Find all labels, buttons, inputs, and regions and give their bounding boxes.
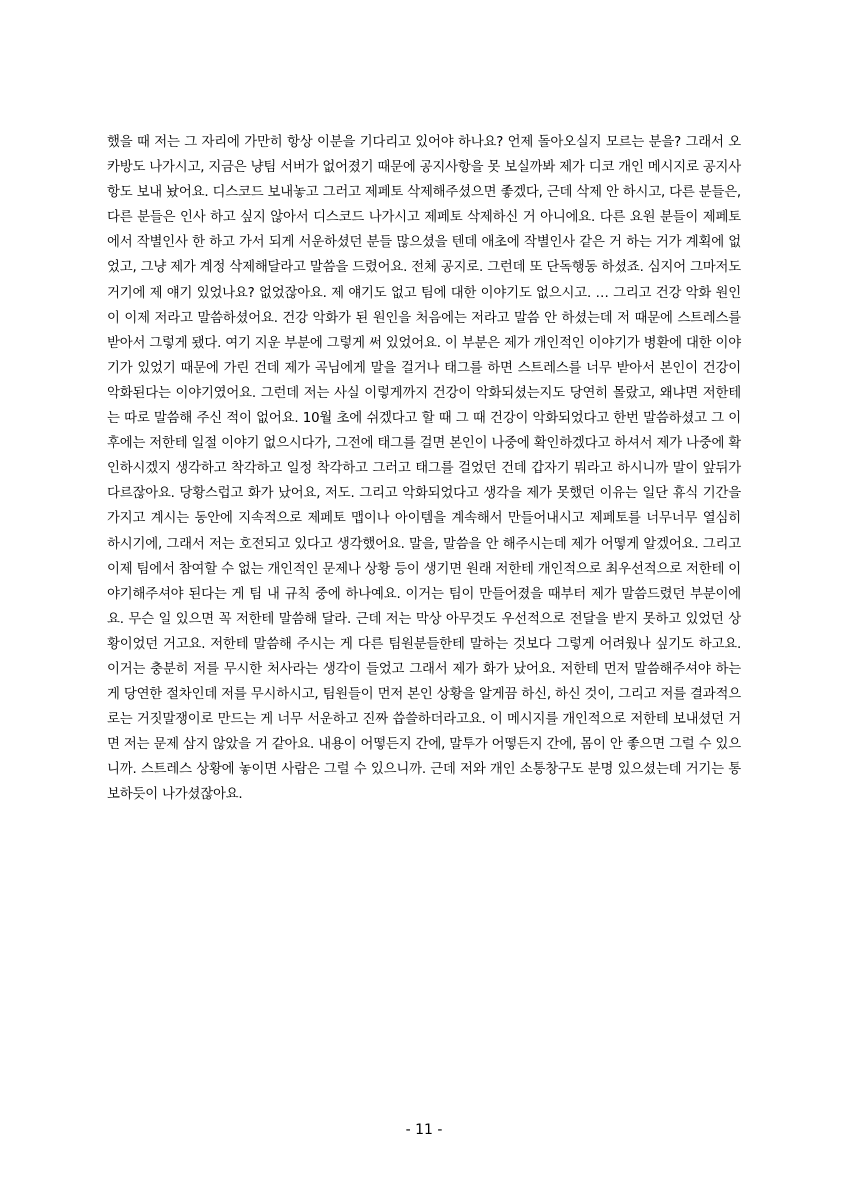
page-number: - 11 -	[405, 1122, 443, 1138]
body-paragraph: 했을 때 저는 그 자리에 가만히 항상 이분을 기다리고 있어야 하나요? 언제 돌아오실지 모르는 분을? 그래서 오카방도 나가시고, 지금은 냥팀 서버가 없어졌기 때문에 공지사항을 못 보실까봐 제가 디코 개인 메시지로 공지사항도 보내 놨어요. 디스코드 보내놓고 그러고 제페토 삭제해주셨으면 좋겠다, 근데 삭제 안 하시고, 다른 분들은, 다른 분들은 인사 하고 싶지 않아서 디스코드 나가시고 제페토 삭제하신 거 아니에요. 다른 요원 분들이 제페토에서 작별인사 한 하고 가서 되게 서운하셨던 분들 많으셨을 텐데 애초에 작별인사 같은 거 하는 거가 계획에 없었고, 그냥 제가 계정 삭제해달라고 말씀을 드렸어요. 전체 공지로. 그런데 또 단독행동 하셨죠. 심지어 그마저도 거기에 제 얘기 있었나요? 없었잖아요. 제 얘기도 없고 팀에 대한 이야기도 없으시고. … 그리고 건강 악화 원인이 이제 저라고 말씀하셨어요. 건강 악화가 된 원인을 처음에는 저라고 말씀 안 하셨는데 저 때문에 스트레스를 받아서 그렇게 됐다. 여기 지운 부분에 그렇게 써 있었어요. 이 부분은 제가 개인적인 이야기가 병환에 대한 이야기가 있었기 때문에 가린 건데 제가 곡님에게 말을 걸거나 태그를 하면 스트레스를 너무 받아서 본인이 건강이 악화된다는 이야기였어요. 그런데 저는 사실 이렇게까지 건강이 악화되셨는지도 당연히 몰랐고, 왜냐면 저한테는 따로 말씀해 주신 적이 없어요. 10월 초에 쉬겠다고 할 때 그 때 건강이 악화되었다고 한번 말씀하셨고 그 이후에는 저한테 일절 이야기 없으시다가, 그전에 태그를 걸면 본인이 나중에 확인하겠다고 하셔서 제가 나중에 확인하시겠지 생각하고 착각하고 일정 착각하고 그러고 태그를 걸었던 건데 갑자기 뭐라고 하시니까 말이 앞뒤가 다르잖아요. 당황스럽고 화가 났어요, 저도. 그리고 악화되었다고 생각을 제가 못했던 이유는 일단 휴식 기간을 가지고 계시는 동안에 지속적으로 제페토 맵이나 아이템을 계속해서 만들어내시고 제페토를 너무너무 열심히 하시기에, 그래서 저는 호전되고 있다고 생각했어요. 말을, 말씀을 안 해주시는데 제가 어떻게 알겠어요. 그리고 이제 팀에서 참여할 수 없는 개인적인 문제나 상황 등이 생기면 원래 저한테 개인적으로 최우선적으로 저한테 이야기해주셔야 된다는 게 팀 내 규칙 중에 하나예요. 이거는 팀이 만들어졌을 때부터 제가 말씀드렸던 부분이에요. 무슨 일 있으면 꼭 저한테 말씀해 달라. 근데 저는 막상 아무것도 우선적으로 전달을 받지 못하고 있었던 상황이었던 거고요. 저한테 말씀해 주시는 게 다른 팀원분들한테 말하는 것보다 그렇게 어려웠나 싶기도 하고요. 이거는 충분히 저를 무시한 처사라는 생각이 들었고 그래서 제가 화가 났어요. 저한테 먼저 말씀해주셔야 하는 게 당연한 절차인데 저를 무시하시고, 팀원들이 먼저 본인 상황을 알게끔 하신, 하신 것이, 그리고 저를 결과적으로는 거짓말쟁이로 만드는 게 너무 서운하고 진짜 씁쓸하더라고요. 이 메시지를 개인적으로 저한테 보내셨던 거면 저는 문제 삼지 않았을 거 같아요. 내용이 어떻든지 간에, 말투가 어떻든지 간에, 몸이 안 좋으면 그럴 수 있으니까. 스트레스 상황에 놓이면 사람은 그럴 수 있으니까. 근데 저와 개인 소통창구도 분명 있으셨는데 거기는 통보하듯이 나가셨잖아요.	[107, 135, 741, 803]
